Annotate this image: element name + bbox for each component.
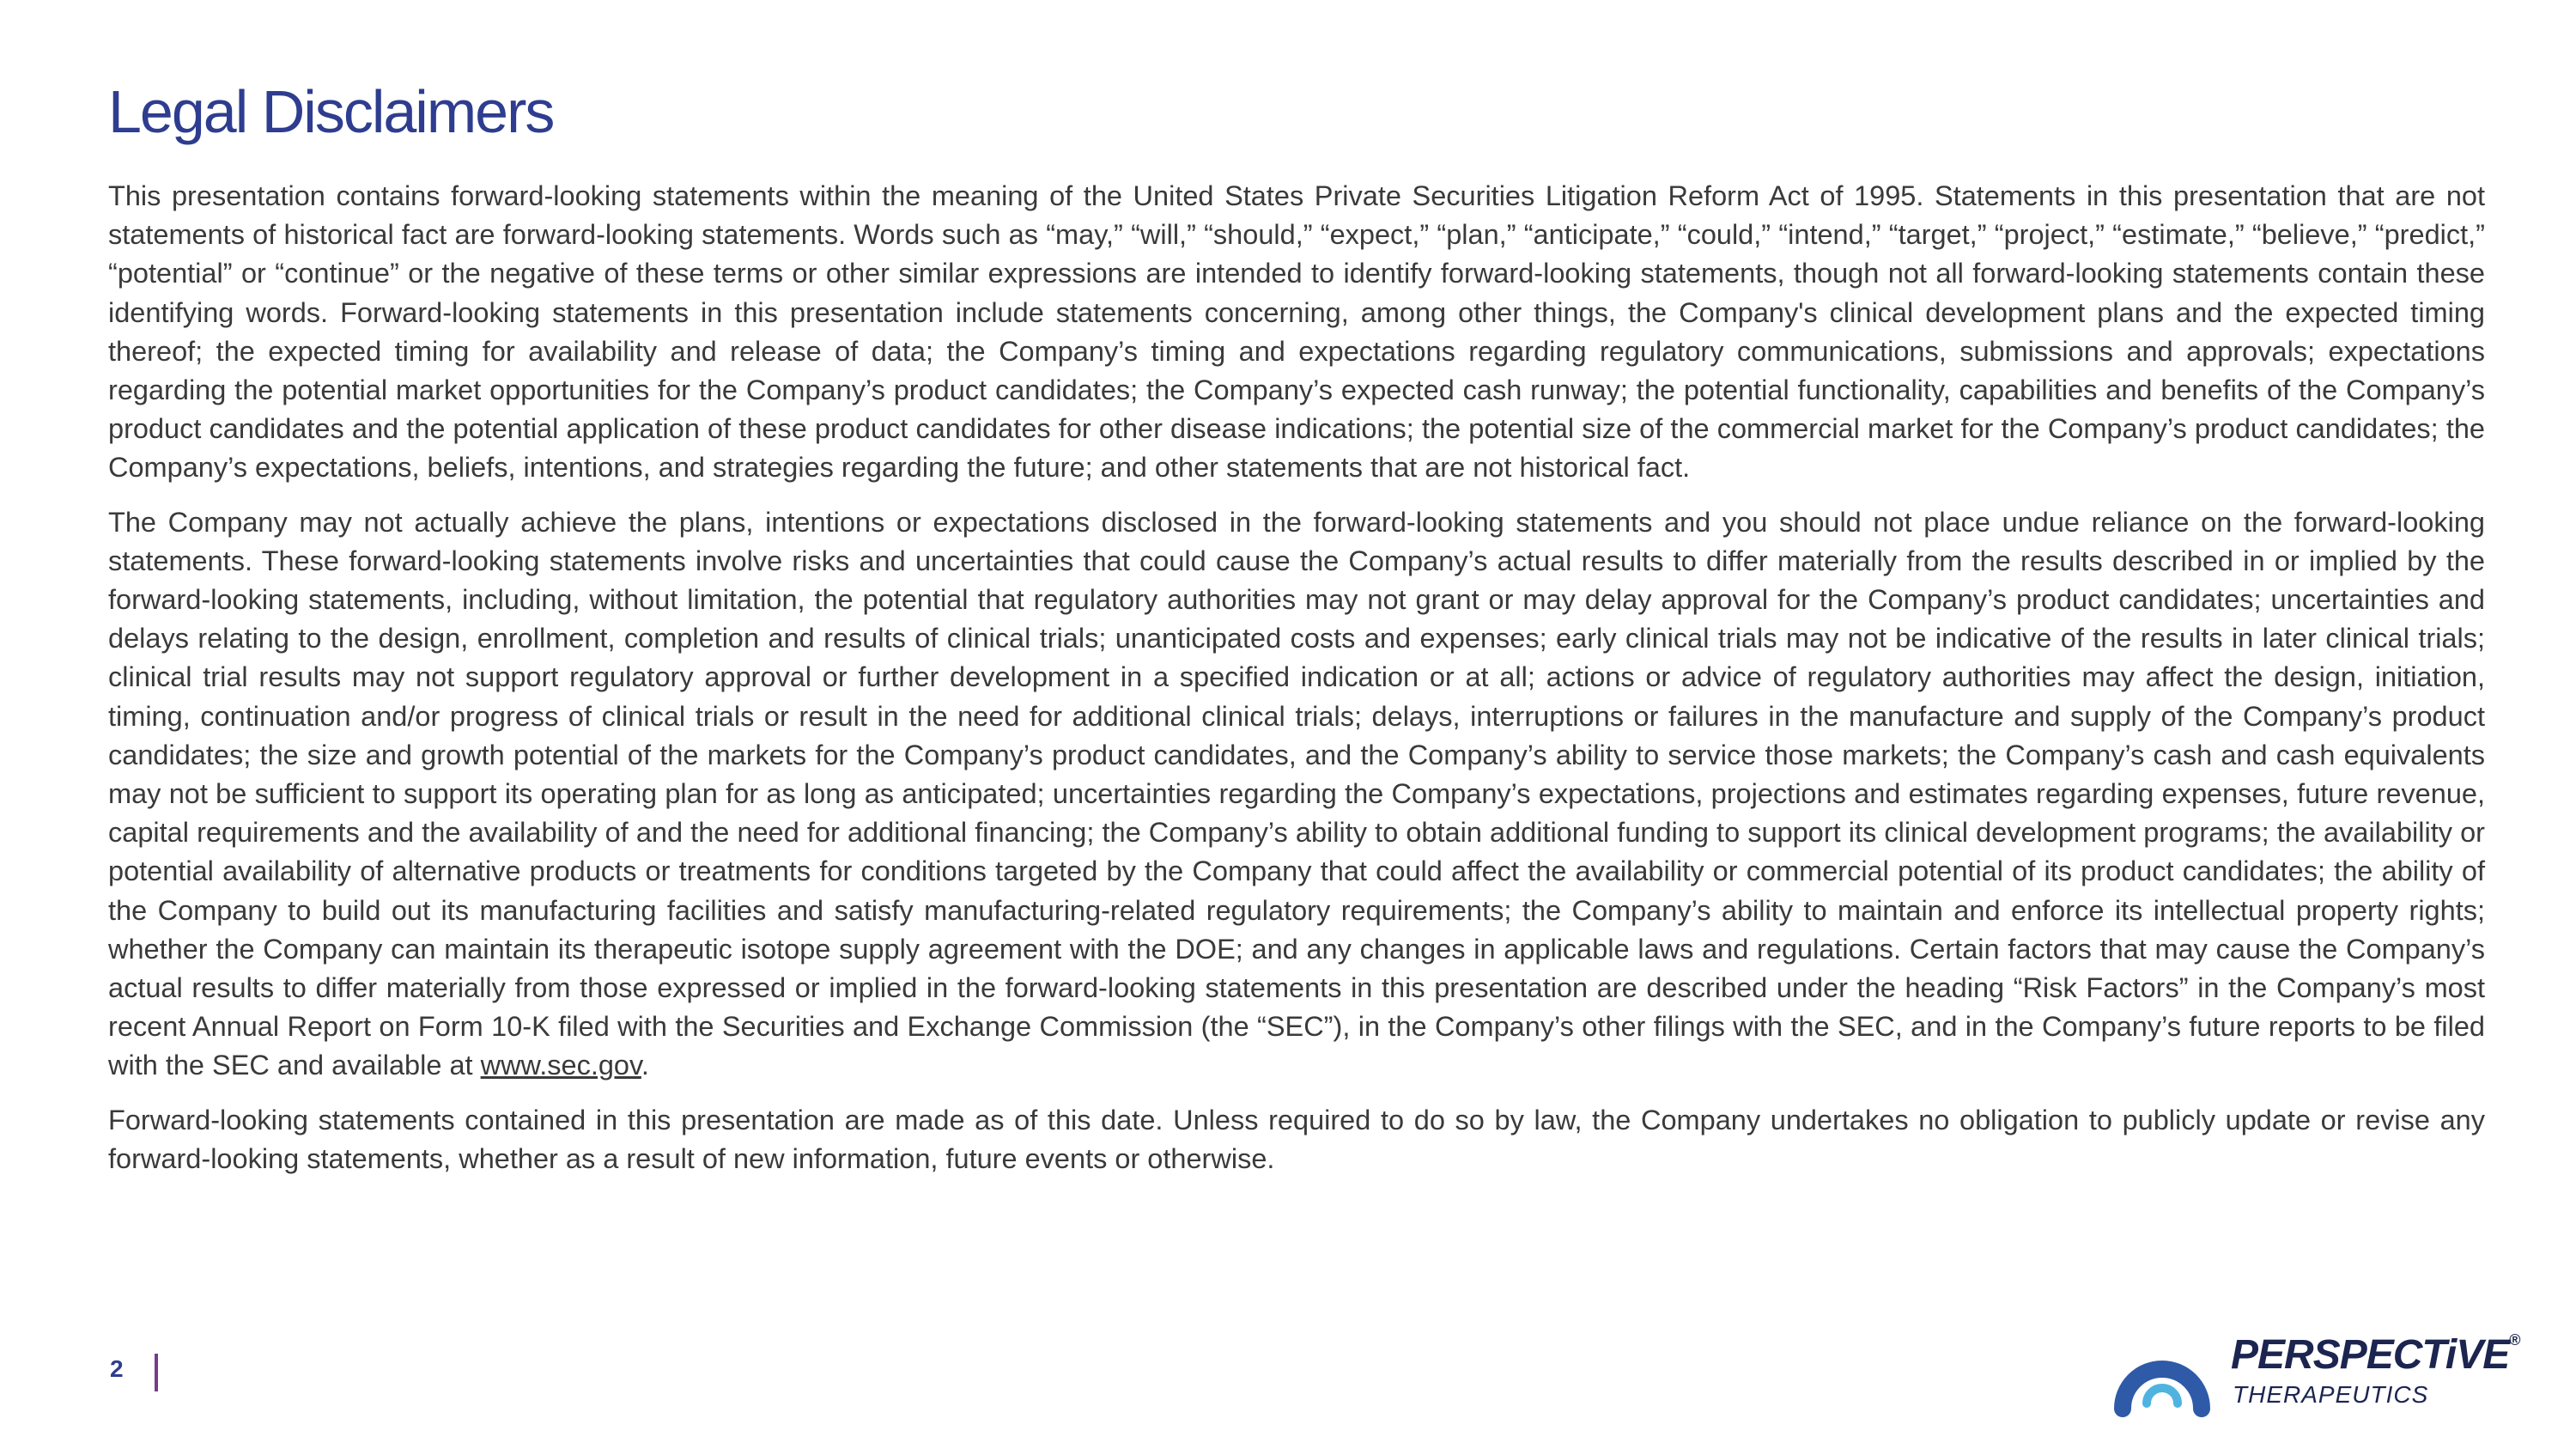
registered-mark: ® <box>2509 1331 2520 1349</box>
logo-subtitle: THERAPEUTICS <box>2233 1381 2429 1408</box>
company-logo <box>2114 1326 2526 1417</box>
disclaimer-paragraph-1: This presentation contains forward-looking statements within the meaning of the United States Private Securities Litigation Reform Act of 1995. Statements in this presentation that are not statements of historical fact are forward-looking statements. Words such as “may,” “will,” “should,” “expect,” “plan,” “anticipate,” “could,” “intend,” “target,” “project,” “estimate,” “believe,” “predict,” “potential” or “continue” or the negative of these terms or other similar expressions are intended to identify forward-looking statements, though not all forward-looking statements contain these identifying words. Forward-looking statements in this presentation include statements concerning, among other things, the Company's clinical development plans and the expected timing thereof; the expected timing for availability and release of data; the Company’s timing and expectations regarding regulatory communications, submissions and approvals; expectations regarding the potential market opportunities for the Company’s product candidates; the Company’s expected cash runway; the potential functionality, capabilities and benefits of the Company’s product candidates and the potential application of these product candidates for other disease indications; the potential size of the commercial market for the Company’s product candidates; the Company’s expectations, beliefs, intentions, and strategies regarding the future; and other statements that are not historical fact. <box>108 180 2485 484</box>
sec-link-period: . <box>641 1050 649 1081</box>
sec-website-link[interactable]: www.sec.gov <box>480 1050 641 1081</box>
disclaimer-paragraph-2 <box>108 503 2485 1086</box>
page-title: Legal Disclaimers <box>108 78 554 145</box>
disclaimer-body <box>108 177 2485 1194</box>
page-number: 2 <box>110 1355 124 1382</box>
logo-wordmark <box>2231 1331 2520 1379</box>
perspective-logo-icon <box>2114 1326 2210 1417</box>
footer-divider <box>155 1354 158 1391</box>
disclaimer-paragraph-3: Forward-looking statements contained in this presentation are made as of this date. Unless required to do so by law, the Company undertakes no obligation to publicly update or revise any forward-looking statements, whether as a result of new information, future events or otherwise. <box>108 1104 2485 1174</box>
disclaimer-paragraph-2-text: The Company may not actually achieve the plans, intentions or expectations disclosed in the forward-looking statements and you should not place undue reliance on the forward-looking statements. These forward-looking statements involve risks and uncertainties that could cause the Company’s actual results to differ materially from the results described in or implied by the forward-looking statements, including, without limitation, the potential that regulatory authorities may not grant or may delay approval for the Company’s product candidates; uncertainties and delays relating to the design, enrollment, completion and results of clinical trials; unanticipated costs and expenses; early clinical trials may not be indicative of the results in later clinical trials; clinical trial results may not support regulatory approval or further development in a specified indication or at all; actions or advice of regulatory authorities may affect the design, initiation, timing, continuation and/or progress of clinical trials or result in the need for additional clinical trials; delays, interruptions or failures in the manufacture and supply of the Company’s product candidates; the size and growth potential of the markets for the Company’s product candidates, and the Company’s ability to service those markets; the Company’s cash and cash equivalents may not be sufficient to support its operating plan for as long as anticipated; uncertainties regarding the Company’s expectations, projections and estimates regarding expenses, future revenue, capital requirements and the availability of and the need for additional financing; the Company’s ability to obtain additional funding to support its clinical development programs; the availability or potential availability of alternative products or treatments for conditions targeted by the Company that could affect the availability or commercial potential of its product candidates; the ability of the Company to build out its manufacturing facilities and satisfy manufacturing-related regulatory requirements; the Company’s ability to maintain and enforce its intellectual property rights; whether the Company can maintain its therapeutic isotope supply agreement with the DOE; and any changes in applicable laws and regulations. Certain factors that may cause the Company’s actual results to differ materially from those expressed or implied in the forward-looking statements in this presentation are described under the heading “Risk Factors” in the Company’s most recent Annual Report on Form 10-K filed with the Securities and Exchange Commission (the “SEC”), in the Company’s other filings with the SEC, and in the Company’s future reports to be filed with the SEC and available at <box>108 506 2485 1081</box>
logo-name-text: PERSPECTiVE <box>2231 1332 2510 1378</box>
